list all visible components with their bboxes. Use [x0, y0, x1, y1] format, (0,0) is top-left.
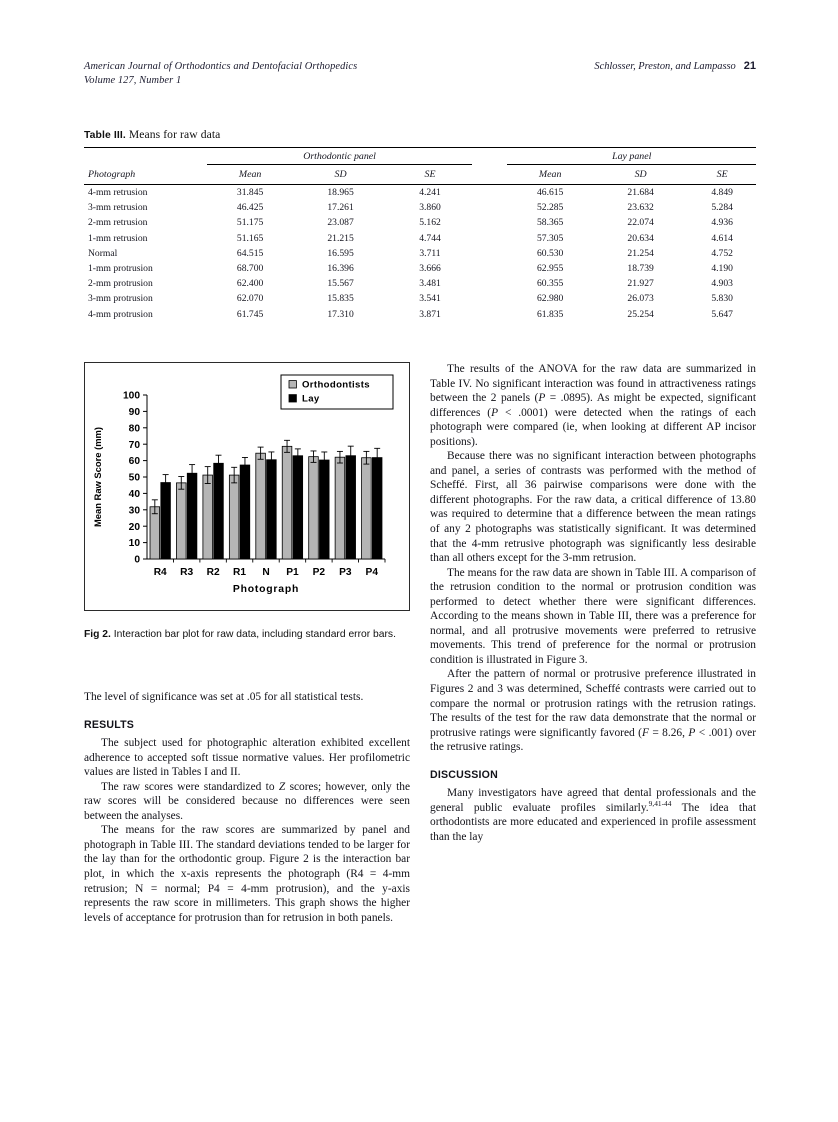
discussion-citation: 9,41-44: [648, 799, 672, 809]
group-header-orthodontic: Orthodontic panel: [207, 148, 471, 165]
p-italic-1: P: [538, 392, 546, 405]
table-cell-ortho-se: 3.541: [419, 293, 441, 305]
column-header-photograph: Photograph: [88, 168, 136, 180]
table-cell-ortho-se: 3.871: [419, 308, 441, 320]
figure-label: Fig 2.: [84, 629, 111, 640]
paragraph-after-pattern: [430, 667, 756, 754]
x-axis-title: Photograph: [232, 584, 300, 595]
table-label: Table III.: [84, 130, 126, 141]
column-header-lay-se: SE: [716, 169, 728, 180]
bar-lay-R4: [161, 483, 171, 559]
table-cell-lay-se: 5.830: [711, 293, 733, 305]
table-cell-lay-sd: 21.684: [627, 187, 654, 199]
column-header-ortho-sd: SD: [334, 169, 347, 180]
table-cell-lay-sd: 20.634: [627, 232, 654, 244]
legend-swatch-lay: [289, 395, 296, 402]
z-italic: Z: [278, 780, 286, 793]
heading-discussion: DISCUSSION: [430, 768, 498, 781]
y-axis-tick-label: 90: [128, 407, 140, 418]
figure-2-caption: [84, 628, 410, 642]
y-axis-tick-label: 70: [128, 439, 140, 451]
paragraph-anova: [430, 362, 756, 449]
y-axis-title: Mean Raw Score (mm): [92, 426, 103, 528]
table-cell-lay-mean: 57.305: [536, 232, 564, 244]
table-cell-ortho-sd: 17.261: [327, 202, 354, 214]
left-text-column: [84, 690, 410, 1070]
bar-lay-N: [267, 460, 277, 559]
table-cell-ortho-mean: 31.845: [236, 187, 264, 199]
table-group-header-row: [84, 148, 756, 165]
y-axis-tick-label: 30: [128, 505, 140, 517]
table-cell-ortho-sd: 15.567: [327, 278, 354, 290]
bar-lay-R1: [240, 465, 250, 559]
bar-orthodontists-N: [256, 453, 266, 559]
table-cell-lay-se: 4.752: [711, 247, 733, 259]
authors-names: Schlosser, Preston, and Lampasso: [594, 61, 736, 72]
legend-label-orthodontists: Orthodontists: [302, 379, 370, 391]
table-cell-lay-sd: 25.254: [627, 308, 654, 320]
legend-label-lay: Lay: [302, 393, 320, 405]
figure-caption-text: Interaction bar plot for raw data, including standard error bars.: [113, 629, 396, 640]
table-cell-lay-mean: 62.955: [536, 263, 564, 275]
table-cell-lay-sd: 22.074: [627, 217, 654, 229]
anova-text-c: < .0001) were detected when the ratings of each photograph were compared (ie, when looking at different AP incisor positions).: [430, 406, 756, 448]
legend-swatch-orthodontists: [289, 381, 296, 388]
table-cell-ortho-se: 3.481: [419, 278, 441, 290]
f-italic: F: [641, 726, 649, 739]
journal-name: [84, 60, 357, 87]
bar-lay-P3: [346, 456, 356, 559]
table-cell-ortho-mean: 62.400: [236, 278, 264, 290]
running-head-authors-block: [594, 60, 756, 74]
figure-2-box: [84, 362, 410, 611]
table-cell-lay-mean: 60.355: [536, 278, 564, 290]
paragraph-discussion: [430, 786, 756, 844]
table-cell-ortho-sd: 21.215: [327, 232, 354, 244]
after-text-b: = 8.26,: [648, 726, 689, 739]
table-cell-lay-sd: 18.739: [627, 263, 654, 275]
table-cell-ortho-mean: 68.700: [236, 263, 264, 275]
bar-lay-P1: [293, 456, 303, 559]
table-row: [84, 200, 756, 215]
table-cell-ortho-mean: 46.425: [236, 202, 264, 214]
table-cell-photograph: Normal: [88, 247, 118, 259]
means-raw-data-table: [84, 147, 756, 322]
group-header-gap: [472, 148, 508, 165]
bar-orthodontists-P1: [282, 446, 292, 559]
table-cell-lay-sd: 26.073: [627, 293, 654, 305]
y-axis-tick-label: 20: [128, 521, 140, 533]
anova-text-b: = .0895). As might be expected, significant differences (: [430, 392, 756, 419]
bar-orthodontists-R2: [203, 475, 213, 559]
p-italic-2: P: [491, 406, 499, 419]
paragraph-results-subject: The subject used for photographic alteration exhibited excellent adherence to accepted soft tissue normative values. Her profilometric values are listed in Tables I and II.: [84, 737, 410, 779]
x-axis-tick-label: P4: [365, 567, 379, 578]
table-cell-lay-se: 4.190: [711, 263, 733, 275]
interaction-bar-plot: [85, 363, 409, 610]
table-cell-lay-se: 4.849: [711, 187, 733, 199]
table-cell-ortho-mean: 61.745: [236, 308, 264, 320]
table-cell-photograph: 3-mm retrusion: [88, 202, 148, 214]
table-cell-ortho-se: 3.666: [419, 263, 441, 275]
paragraph-means-raw: The means for the raw data are shown in Table III. A comparison of the retrusion condition to the normal or protrusion condition was performed to detect whether there were significant differences. According to the means shown in Table III, there was a preference for normal, and all protrusive movements were preferred to retrusive movements. This trend of preference for the normal or protrusion condition is illustrated in Figure 3.: [430, 566, 756, 666]
table-title: Means for raw data: [128, 128, 221, 141]
table-cell-ortho-se: 3.711: [419, 247, 441, 259]
group-header-blank: [84, 148, 207, 165]
table-row: [84, 185, 756, 201]
column-header-lay-mean: Mean: [538, 169, 562, 180]
journal-volume-line: Volume 127, Number 1: [84, 74, 182, 86]
table-cell-photograph: 2-mm protrusion: [88, 278, 153, 290]
table-cell-photograph: 1-mm protrusion: [88, 263, 153, 275]
after-text-c: < .001) over the retrusive ratings.: [430, 726, 756, 754]
table-row: [84, 231, 756, 246]
table-cell-lay-se: 5.647: [711, 308, 733, 320]
table-row: [84, 261, 756, 276]
table-cell-lay-sd: 21.927: [627, 278, 654, 290]
table-column-header-row: [84, 165, 756, 185]
table-cell-ortho-mean: 62.070: [236, 293, 264, 305]
table-cell-lay-mean: 52.285: [536, 202, 564, 214]
bar-lay-R2: [214, 463, 224, 559]
table-cell-lay-mean: 46.615: [536, 187, 564, 199]
x-axis-tick-label: R4: [153, 567, 167, 578]
bar-orthodontists-P2: [309, 457, 319, 559]
paragraph-significance: The level of significance was set at .05 for all statistical tests.: [84, 691, 364, 703]
table-cell-ortho-sd: 15.835: [327, 293, 354, 305]
table-cell-lay-se: 4.903: [711, 278, 733, 290]
table-cell-ortho-sd: 16.396: [327, 263, 354, 275]
x-axis-tick-label: P1: [286, 567, 299, 578]
y-axis-tick-label: 40: [128, 489, 140, 500]
bar-orthodontists-R1: [229, 475, 239, 559]
table-cell-ortho-se: 3.860: [419, 202, 441, 214]
table-cell-lay-mean: 60.530: [536, 247, 564, 259]
table-cell-ortho-se: 5.162: [419, 217, 441, 229]
table-cell-photograph: 2-mm retrusion: [88, 217, 148, 229]
table-cell-photograph: 1-mm retrusion: [88, 232, 148, 244]
table-cell-gap: [472, 200, 508, 215]
table-body: [84, 185, 756, 322]
table-cell-gap: [472, 246, 508, 261]
table-cell-lay-se: 4.936: [711, 217, 733, 229]
table-cell-lay-sd: 21.254: [627, 247, 654, 259]
x-axis-tick-label: R1: [233, 567, 247, 578]
table-cell-gap: [472, 307, 508, 322]
table-cell-lay-se: 4.614: [711, 232, 733, 244]
table-cell-lay-mean: 62.980: [536, 293, 564, 305]
x-axis-tick-label: P2: [312, 567, 326, 578]
column-header-ortho-se: SE: [424, 169, 436, 180]
x-axis-tick-label: N: [262, 567, 270, 578]
y-axis-tick-label: 0: [134, 554, 140, 566]
table-cell-gap: [472, 215, 508, 230]
table-cell-lay-sd: 23.632: [627, 202, 654, 214]
bar-orthodontists-R3: [176, 483, 186, 559]
table-cell-ortho-sd: 23.087: [327, 217, 354, 229]
right-text-column: [430, 362, 756, 1072]
x-axis-tick-label: R2: [206, 567, 220, 578]
y-axis-tick-label: 50: [128, 472, 140, 484]
table-cell-gap: [472, 185, 508, 201]
column-header-lay-sd: SD: [634, 169, 647, 180]
bar-orthodontists-P4: [362, 458, 372, 559]
x-axis-tick-label: R3: [180, 567, 194, 578]
y-axis-tick-label: 80: [128, 423, 140, 435]
y-axis-tick-label: 60: [128, 456, 140, 468]
table-cell-photograph: 3-mm protrusion: [88, 293, 153, 305]
table-row: [84, 276, 756, 291]
bar-lay-R3: [187, 473, 197, 559]
table-three-block: [84, 128, 756, 322]
table-cell-ortho-sd: 18.965: [327, 187, 354, 199]
table-row: [84, 215, 756, 230]
zscore-text-b: scores; however, only the raw scores will be considered because no differences were seen between the analyses.: [84, 780, 411, 822]
table-row: [84, 291, 756, 306]
table-cell-gap: [472, 231, 508, 246]
table-cell-ortho-mean: 51.175: [236, 217, 264, 229]
table-cell-ortho-mean: 51.165: [236, 232, 264, 244]
column-header-gap: [472, 165, 508, 185]
discussion-text-a: Many investigators have agreed that dental professionals and the general public evaluate profiles similarly.: [430, 787, 756, 814]
zscore-text-a: The raw scores were standardized to: [101, 780, 279, 793]
heading-results: RESULTS: [84, 718, 135, 731]
x-axis-tick-label: P3: [339, 567, 352, 578]
y-axis-tick-label: 100: [123, 390, 140, 402]
paragraph-results-zscores: [84, 780, 410, 824]
table-cell-photograph: 4-mm retrusion: [88, 187, 148, 199]
p-italic-3: P: [688, 726, 696, 739]
table-cell-ortho-sd: 16.595: [327, 247, 354, 259]
anova-text-a: The results of the ANOVA for the raw data are summarized in Table IV. No significant interaction was found in attractiveness ratings between the 2 panels (: [430, 363, 756, 405]
table-cell-gap: [472, 261, 508, 276]
table-cell-ortho-sd: 17.310: [327, 308, 354, 320]
bar-orthodontists-R4: [150, 507, 160, 559]
table-cell-ortho-se: 4.241: [419, 187, 441, 199]
page-number: 21: [743, 60, 756, 72]
after-text-a: After the pattern of normal or protrusive preference illustrated in Figures 2 and 3 was determined, Scheffé contrasts were carried out to compare the normal or protrusion ratings with the retrusion ratings. The results of the test for the raw data demonstrate that the normal or protrusive ratings were significantly favored (: [430, 668, 756, 739]
paragraph-scheffe: Because there was no significant interaction between photographs and panel, a series of contrasts was performed with the method of Scheffé. First, all 36 pairwise comparisons were done with the different photographs. For the raw data, a critical difference of 13.80 was required to determine that a difference between the mean ratings of any 2 photographs was statistically significant. It was determined that the 4-mm retrusive photograph was significantly less desirable than all others except for the 3-mm retrusion.: [430, 450, 756, 565]
table-cell-ortho-mean: 64.515: [236, 247, 264, 259]
discussion-text-b: The idea that orthodontists are more educated and experienced in profile assessment than the lay: [430, 801, 756, 843]
table-row: [84, 246, 756, 261]
bar-lay-P2: [319, 460, 329, 559]
table-row: [84, 307, 756, 322]
column-header-ortho-mean: Mean: [238, 169, 262, 180]
running-head: [84, 60, 756, 94]
paragraph-results-means: The means for the raw scores are summarized by panel and photograph in Table III. The standard deviations tended to be larger for the lay than for the orthodontic group. Figure 2 is the interaction bar plot, in which the x-axis represents the photograph (R4 = 4-mm retrusion; N = normal; P4 = 4-mm protrusion), and the y-axis represents the raw score in millimeters. This graph shows the higher levels of acceptance for protrusion than for retrusion in both panels.: [84, 824, 410, 924]
bar-lay-P4: [372, 458, 382, 559]
group-header-lay: Lay panel: [507, 148, 756, 165]
table-cell-lay-mean: 58.365: [536, 217, 564, 229]
table-cell-photograph: 4-mm protrusion: [88, 308, 153, 320]
bar-orthodontists-P3: [335, 457, 345, 559]
y-axis-tick-label: 10: [128, 538, 140, 550]
table-cell-gap: [472, 291, 508, 306]
table-cell-lay-mean: 61.835: [536, 308, 564, 320]
table-caption: [84, 128, 756, 141]
journal-title-line: American Journal of Orthodontics and Dentofacial Orthopedics: [84, 61, 358, 72]
table-cell-lay-se: 5.284: [711, 202, 733, 214]
table-cell-gap: [472, 276, 508, 291]
table-cell-ortho-se: 4.744: [419, 232, 441, 244]
